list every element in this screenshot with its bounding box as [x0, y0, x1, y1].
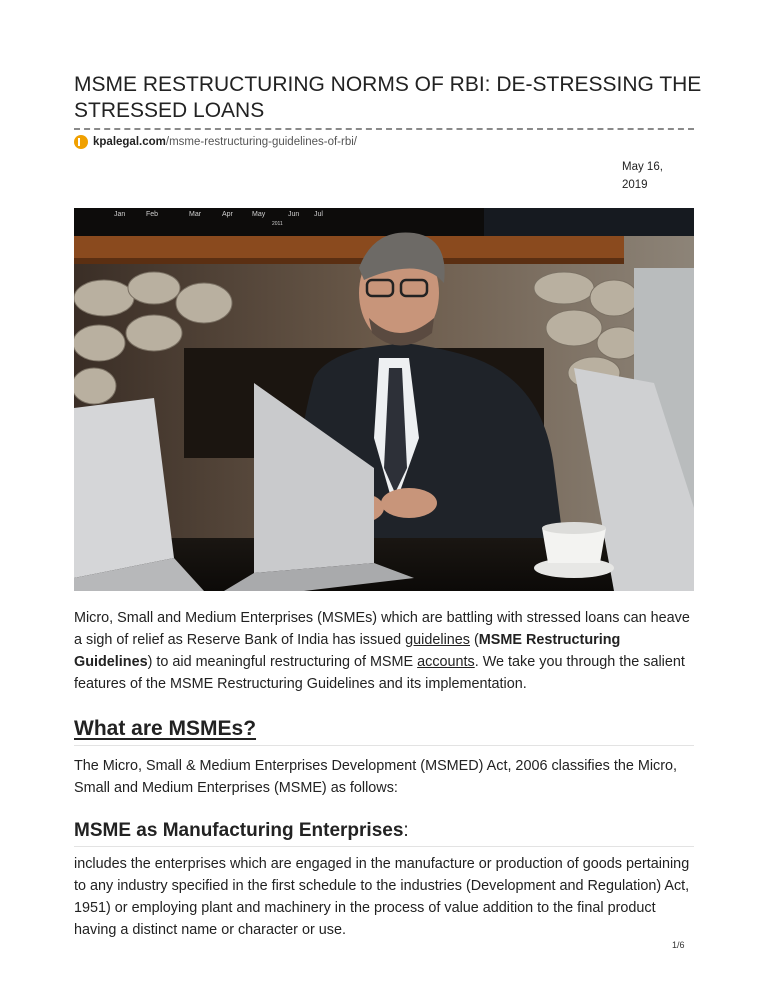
intro-text-1: Micro, Small and Medium Enterprises (MSMEs) which are battling with stressed loans can heave a sigh of relief as Reserve Bank of India has issued: [74, 610, 690, 648]
intro-text-2: (: [469, 632, 479, 648]
month-label: Mar: [189, 211, 202, 218]
section-divider: [74, 846, 694, 847]
month-label: May: [252, 211, 266, 218]
month-label: Jul: [314, 211, 323, 218]
businessman-laptop-photo: [74, 208, 694, 591]
section2-heading-text: MSME as Manufacturing Enterprises: [74, 820, 404, 841]
date-line-1: May 16,: [622, 161, 663, 173]
intro-text-4: . We take you through the salient features of the MSME Restructuring Guidelines and its implementation.: [74, 654, 685, 692]
section1-body: The Micro, Small & Medium Enterprises Development (MSMED) Act, 2006 classifies the Micro, Small and Medium Enterprises (MSME) as follows:: [74, 758, 678, 796]
intro-bold-term: MSME Restructuring Guidelines: [74, 632, 621, 670]
publish-date: [622, 158, 682, 194]
intro-paragraph: [74, 607, 694, 695]
section-divider: [74, 745, 694, 746]
source-line[interactable]: [74, 134, 357, 150]
month-label: Apr: [222, 211, 233, 218]
section-heading-what-are-msmes: What are MSMEs?: [74, 717, 257, 740]
hero-photo: [74, 208, 694, 591]
section2-body: includes the enterprises which are engaged in the manufacture or production of goods pertaining to any industry specified in the first schedule to the industries (Development and Regulation) Act, 1951) or employing plant and machinery in the process of value addition to the final product having a distinct name or character or use.: [74, 856, 690, 938]
month-label: Jun: [288, 211, 300, 218]
year-label: 2011: [272, 221, 283, 227]
site-favicon-icon: [74, 135, 88, 149]
source-domain[interactable]: kpalegal.com: [93, 136, 166, 148]
accounts-link[interactable]: accounts: [417, 654, 475, 670]
section-heading-manufacturing: [74, 817, 694, 845]
page-number: 1/6: [672, 940, 685, 950]
section2-heading-suffix: :: [403, 820, 409, 841]
month-label: Jan: [114, 211, 126, 218]
article-title: MSME RESTRUCTURING NORMS OF RBI: DE-STRESSING THE STRESSED LOANS: [74, 73, 702, 122]
intro-text-3: ) to aid meaningful restructuring of MSME: [147, 654, 418, 670]
guidelines-link[interactable]: guidelines: [405, 632, 470, 648]
title-divider: [74, 128, 694, 130]
month-label: Feb: [146, 211, 159, 218]
source-path[interactable]: /msme-restructuring-guidelines-of-rbi/: [165, 136, 357, 148]
date-line-2: 2019: [622, 179, 648, 191]
